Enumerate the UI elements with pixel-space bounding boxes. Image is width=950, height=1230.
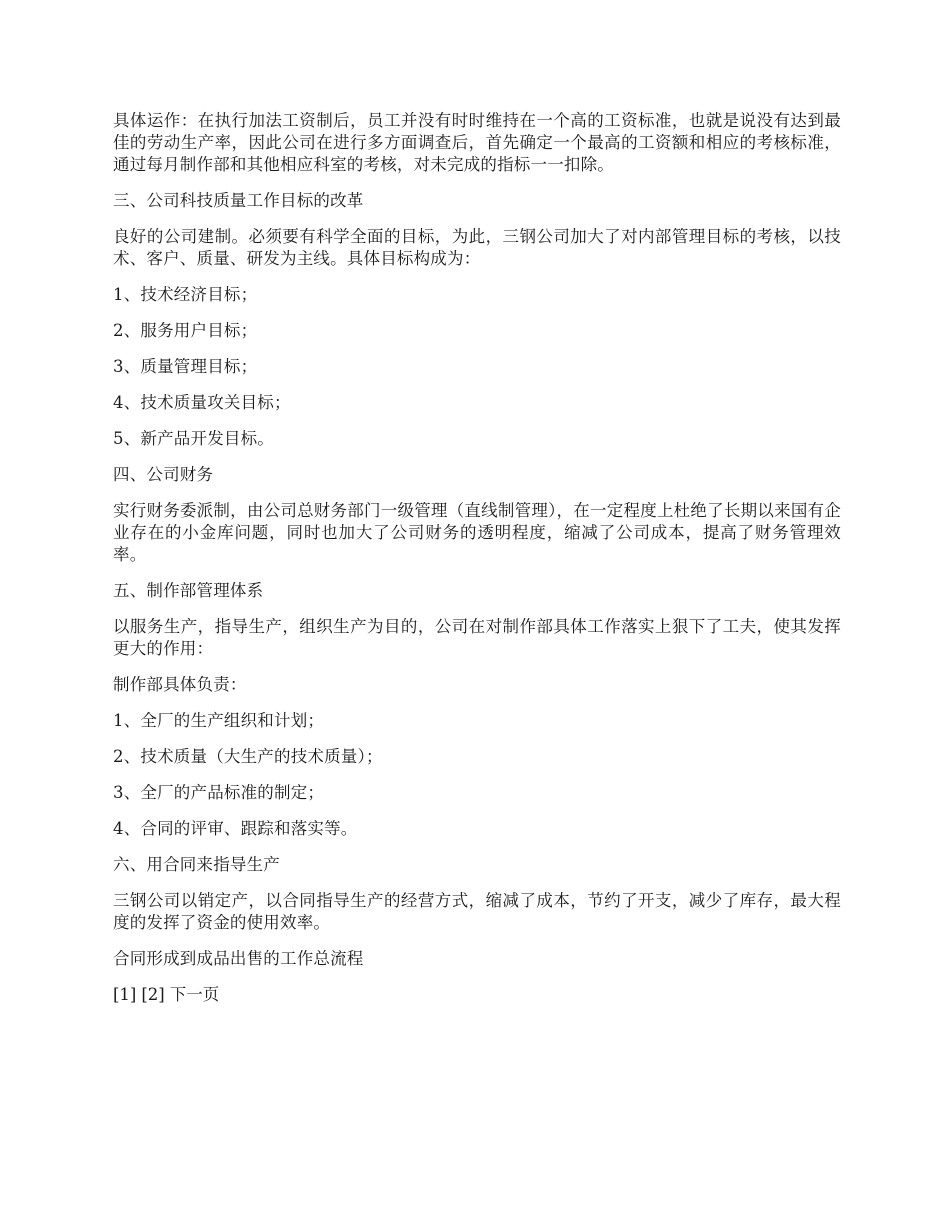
list-item-target-4: 4、技术质量攻关目标； (113, 393, 291, 412)
heading-section-5: 五、制作部管理体系 (113, 581, 264, 600)
heading-section-3: 三、公司科技质量工作目标的改革 (113, 191, 364, 210)
list-item-target-2: 2、服务用户目标； (113, 321, 258, 340)
paragraph-contracts: 三钢公司以销定产，以合同指导生产的经营方式，缩减了成本，节约了开支，减少了库存，最大程度的发挥了资金的使用效率。 (113, 891, 841, 932)
heading-section-6: 六、用合同来指导生产 (113, 855, 280, 874)
paragraph-targets: 良好的公司建制。必须要有科学全面的目标，为此，三钢公司加大了对内部管理目标的考核，以技术、客户、质量、研发为主线。具体目标构成为： (113, 227, 841, 268)
paragraph-dept-duties: 制作部具体负责： (113, 675, 247, 694)
list-item-target-1: 1、技术经济目标； (113, 285, 258, 304)
list-item-target-3: 3、质量管理目标； (113, 357, 258, 376)
list-item-duty-3: 3、全厂的产品标准的制定； (113, 783, 325, 802)
page-link-2[interactable]: [2] (141, 985, 165, 1004)
paragraph-workflow: 合同形成到成品出售的工作总流程 (113, 949, 364, 968)
paragraph-labor-operation: 具体运作：在执行加法工资制后，员工并没有时时维持在一个高的工资标准，也就是说没有达到最佳的劳动生产率，因此公司在进行多方面调查后，首先确定一个最高的工资额和相应的考核标准，通过每月制作部和其他相应科室的考核，对未完成的指标一一扣除。 (113, 111, 841, 174)
paragraph-production-dept: 以服务生产，指导生产，组织生产为目的，公司在对制作部具体工作落实上狠下了工夫，使其发挥更大的作用： (113, 617, 841, 658)
document-body (113, 110, 841, 1006)
pagination (113, 984, 841, 1006)
list-item-duty-4: 4、合同的评审、跟踪和落实等。 (113, 819, 358, 838)
list-item-duty-2: 2、技术质量（大生产的技术质量）； (113, 747, 383, 766)
list-item-duty-1: 1、全厂的生产组织和计划； (113, 711, 325, 730)
page-link-1[interactable]: [1] (113, 985, 137, 1004)
list-item-target-5: 5、新产品开发目标。 (113, 429, 274, 448)
next-page-link[interactable]: 下一页 (169, 985, 220, 1004)
paragraph-finance: 实行财务委派制，由公司总财务部门一级管理（直线制管理），在一定程度上杜绝了长期以来国有企业存在的小金库问题，同时也加大了公司财务的透明程度，缩减了公司成本，提高了财务管理效率。 (113, 501, 841, 564)
heading-section-4: 四、公司财务 (113, 465, 214, 484)
